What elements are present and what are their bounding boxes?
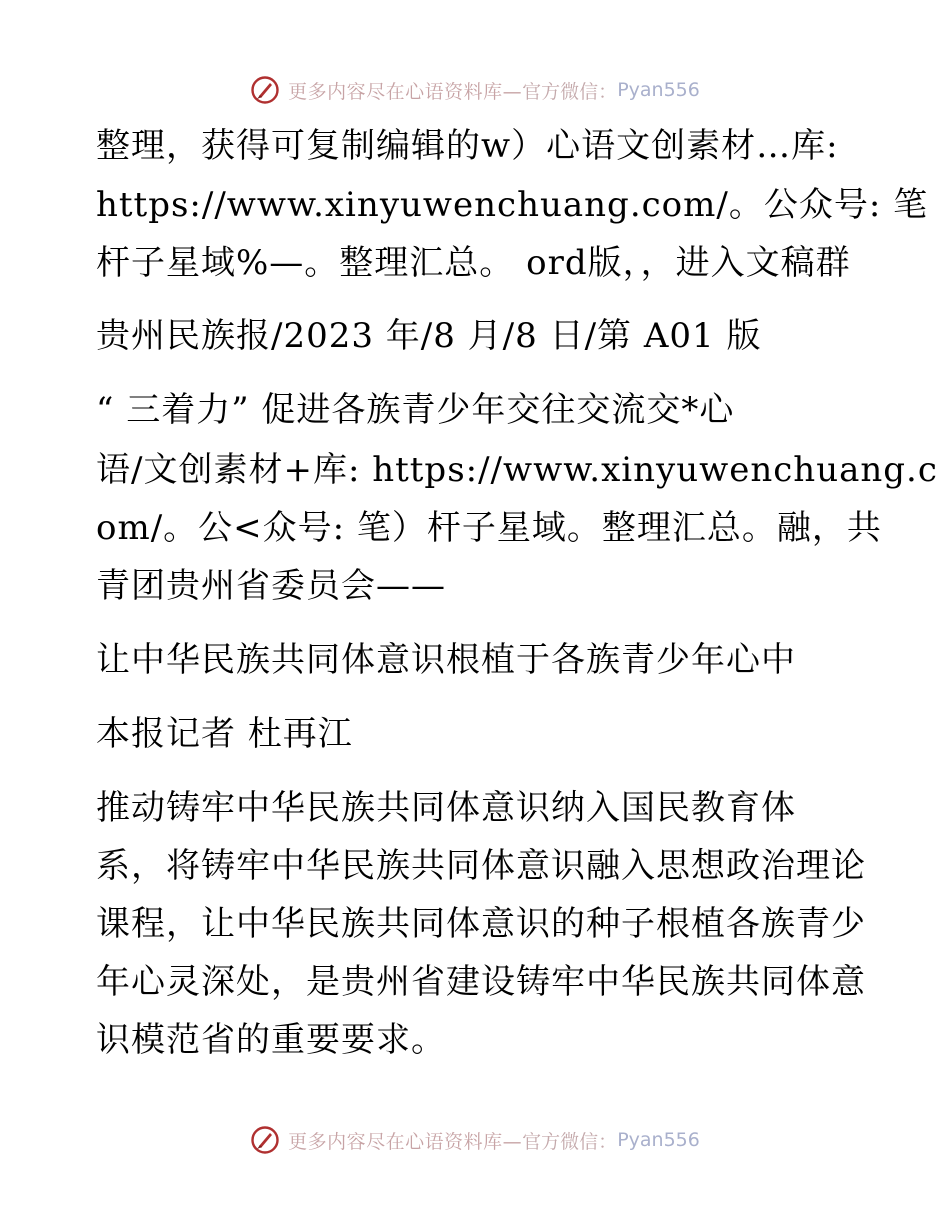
quill-pen-logo-icon [250,75,280,105]
banner-account: Pyan556 [617,1129,700,1151]
subheadline: 让中华民族共同体意识根植于各族青少年心中 [96,640,796,680]
banner-wechat-label: 官方微信： [522,80,618,103]
banner-wechat-label: 官方微信： [522,1130,618,1153]
paragraph-line-5: 识模范省的重要要求。 [96,1020,446,1060]
headline-line-4: 青团贵州省委员会—— [96,566,446,606]
header-watermark-banner [0,70,950,110]
headline-line-3: om/。公<众号: 笔）杆子星域。整理汇总。融，共 [96,508,882,548]
text-line-3: 杆子星域%—。整理汇总。 ord版，，进入文稿群 [96,243,851,283]
footer-watermark-banner [0,1120,950,1160]
paragraph-line-4: 年心灵深处，是贵州省建设铸牢中华民族共同体意 [96,962,866,1002]
headline-line-2: 语/文创素材+库: https://www.xinyuwenchuang.c [96,450,938,490]
byline: 本报记者 杜再江 [96,714,353,754]
quill-pen-logo-icon [250,1125,280,1155]
banner-text: 更多内容尽在心语资料库— [288,80,523,103]
paragraph-line-3: 课程，让中华民族共同体意识的种子根植各族青少 [96,904,866,944]
banner-account: Pyan556 [617,79,700,101]
banner-text: 更多内容尽在心语资料库— [288,1130,523,1153]
paragraph-line-1: 推动铸牢中华民族共同体意识纳入国民教育体 [96,788,796,828]
issue-info-line: 贵州民族报/2023 年/8 月/8 日/第 A01 版 [96,316,762,356]
headline-line-1: “ 三着力” 促进各族青少年交往交流交*心 [96,390,735,430]
text-line-2: https://www.xinyuwenchuang.com/。公众号: 笔 [96,185,929,225]
paragraph-line-2: 系，将铸牢中华民族共同体意识融入思想政治理论 [96,846,866,886]
text-line-1: 整理，获得可复制编辑的w）心语文创素材…库: [96,126,839,166]
